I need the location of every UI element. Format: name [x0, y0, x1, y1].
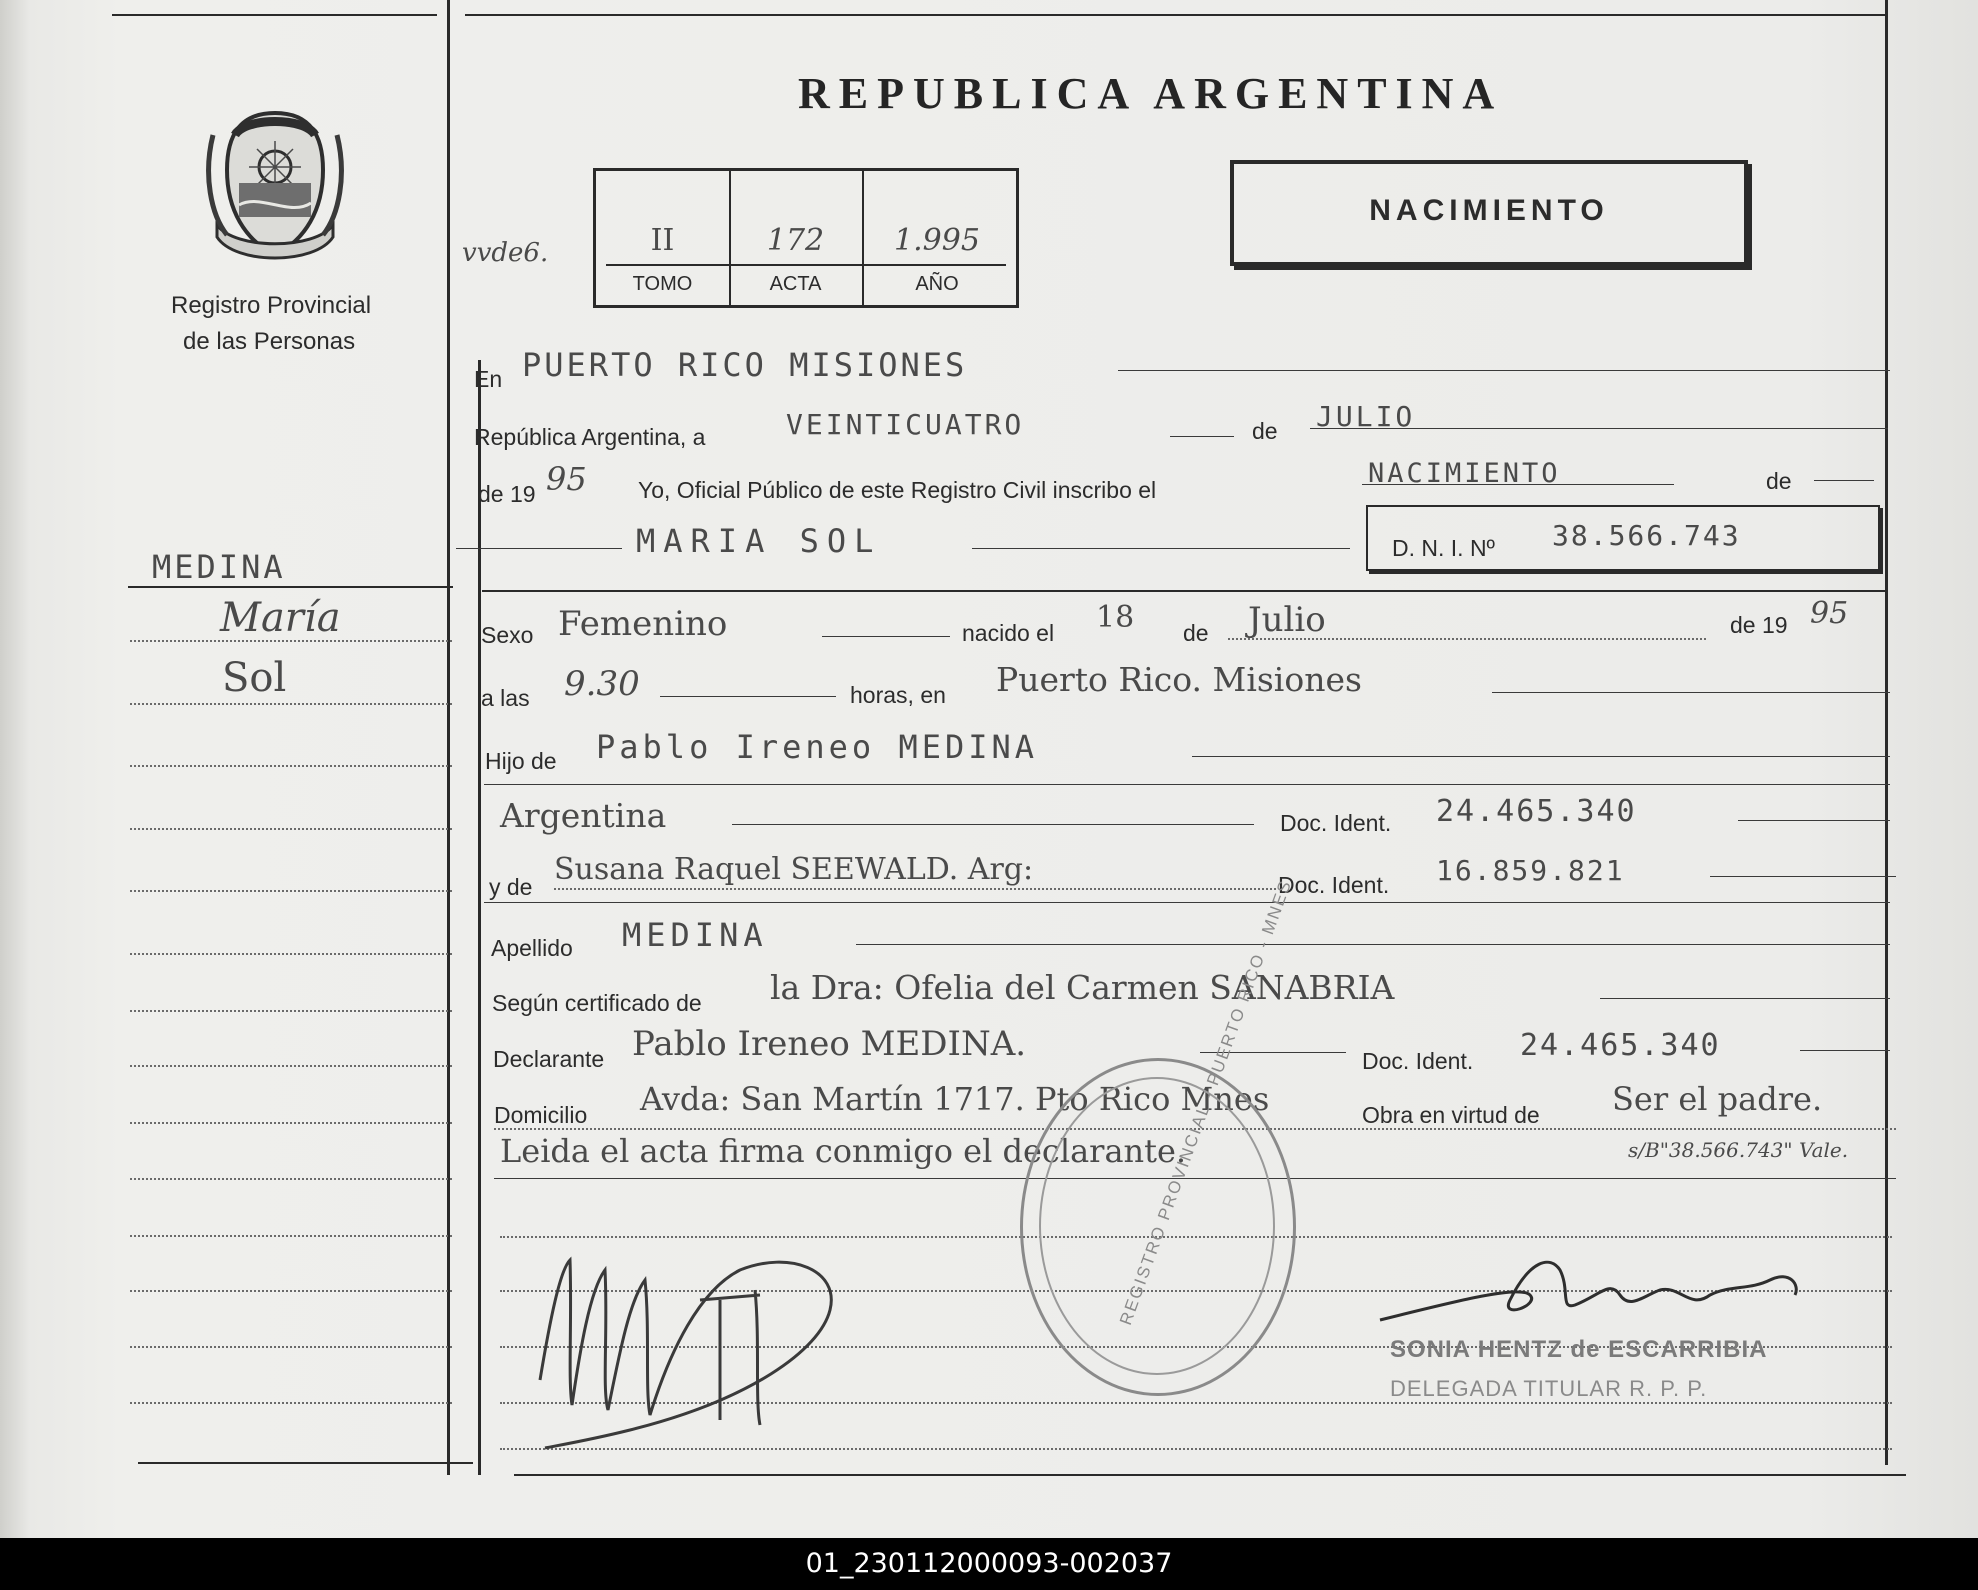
de-line — [1814, 480, 1874, 481]
acta-label: ACTA — [769, 273, 822, 295]
mother-line-2 — [484, 902, 1890, 903]
doc-label: Doc. Ident. — [1280, 810, 1392, 836]
day-words-value: VEINTICUATRO — [786, 408, 1025, 441]
declarant-value: Pablo Ireneo MEDINA. — [632, 1024, 1027, 1064]
tomo-value: II — [650, 223, 675, 258]
birth-day-value: 18 — [1096, 600, 1135, 635]
margin-note: vvde6. — [462, 238, 549, 268]
sidebar-dotted-line — [130, 1010, 452, 1012]
seal-text: REGISTRO PROVINCIAL - PUERTO RICO - MNES — [1115, 876, 1296, 1328]
father-line-2 — [484, 784, 1890, 785]
birth-place-value: Puerto Rico. Misiones — [996, 660, 1362, 699]
mother-doc-value: 16.859.821 — [1436, 854, 1625, 887]
sidebar-dotted-line — [130, 953, 452, 955]
record-type-title: NACIMIENTO — [1369, 194, 1609, 227]
acta-value: 172 — [766, 223, 825, 258]
sidebar-given-name-2: Sol — [222, 655, 287, 701]
name-line-right — [972, 548, 1350, 549]
sexo-line — [822, 636, 950, 637]
father-doc-value: 24.465.340 — [1436, 794, 1637, 829]
en-label: En — [474, 366, 503, 392]
sidebar-dotted-line — [130, 1402, 452, 1404]
child-name-value: MARIA SOL — [636, 522, 882, 560]
day-line — [1170, 436, 1234, 437]
segun-label: Según certificado de — [492, 990, 702, 1016]
top-rule-left — [112, 14, 437, 16]
sidebar-dotted-line — [130, 765, 452, 767]
address-value: Avda: San Martín 1717. Pto Rico Mnes — [640, 1080, 1270, 1118]
sidebar-dotted-line — [130, 703, 452, 705]
month-line — [1310, 428, 1888, 429]
correction-note: s/B"38.566.743" Vale. — [1628, 1138, 1849, 1162]
declarant-doc-value: 24.465.340 — [1520, 1028, 1721, 1063]
sidebar-surname: MEDINA — [152, 548, 286, 586]
sidebar-dotted-line — [130, 1290, 452, 1292]
ano-value: 1.995 — [894, 223, 980, 258]
apellido-line — [856, 944, 1890, 945]
certifier-line — [1600, 998, 1890, 999]
official-title-stamp: DELEGADA TITULAR R. P. P. — [1390, 1376, 1708, 1401]
official-signature — [1370, 1240, 1810, 1340]
declarant-signature — [510, 1230, 870, 1460]
form-left-border — [478, 360, 481, 1475]
year-label: de 19 — [478, 481, 536, 507]
registry-name-line1: Registro Provincial — [171, 292, 372, 319]
sidebar-dotted-line — [130, 890, 452, 892]
declarant-doc-line — [1800, 1050, 1890, 1051]
dni-box — [1366, 505, 1880, 571]
sidebar-given-name-1: María — [220, 595, 341, 641]
obra-value: Ser el padre. — [1612, 1080, 1823, 1118]
sidebar-dotted-line — [130, 828, 452, 830]
oficial-text: Yo, Oficial Público de este Registro Civil inscribo el — [638, 477, 1157, 503]
sidebar-dotted-line — [130, 1122, 452, 1124]
column-divider — [447, 0, 450, 1475]
country-title: REPUBLICA ARGENTINA — [798, 69, 1504, 118]
sidebar-dotted-line — [130, 1346, 452, 1348]
sexo-value: Femenino — [558, 604, 728, 644]
top-rule-right — [465, 14, 1885, 16]
apellido-value: MEDINA — [622, 916, 768, 954]
certifier-value: la Dra: Ofelia del Carmen SANABRIA — [770, 968, 1395, 1007]
sidebar-dotted-line — [130, 1065, 452, 1067]
sexo-label: Sexo — [481, 622, 534, 648]
father-line — [1192, 756, 1890, 757]
domicilio-label: Domicilio — [494, 1102, 588, 1128]
place-line — [1118, 370, 1890, 371]
sidebar-dotted-line — [130, 1178, 452, 1180]
record-number-box — [593, 168, 1019, 308]
apellido-label: Apellido — [491, 935, 573, 961]
act-type-line — [1362, 484, 1674, 485]
dni-label: D. N. I. Nº — [1392, 535, 1495, 561]
doc-label-2: Doc. Ident. — [1278, 872, 1390, 898]
sidebar-dotted-line — [130, 1235, 452, 1237]
sidebar-rule — [128, 586, 453, 588]
name-line-left — [456, 548, 622, 549]
form-bottom-rule — [514, 1474, 1906, 1476]
image-caption: 01_230112000093-002037 — [0, 1538, 1978, 1590]
de-label-3: de — [1183, 620, 1209, 646]
birth-place-line — [1492, 692, 1890, 693]
birth-month-line — [1228, 638, 1706, 640]
ano-label: AÑO — [915, 273, 959, 295]
nacido-label: nacido el — [962, 620, 1055, 646]
birth-year-label: de 19 — [1730, 612, 1788, 638]
place-value: PUERTO RICO MISIONES — [522, 346, 968, 384]
birth-year-value: 95 — [1810, 596, 1849, 631]
registry-name-line2: de las Personas — [183, 328, 356, 355]
declarante-label: Declarante — [493, 1046, 605, 1072]
de-label-2: de — [1766, 468, 1792, 494]
obra-label: Obra en virtud de — [1362, 1102, 1540, 1128]
hour-value: 9.30 — [564, 664, 640, 704]
registry-oval-seal — [1020, 876, 1296, 1396]
birth-month-value: Julio — [1248, 600, 1326, 640]
dni-value: 38.566.743 — [1552, 519, 1741, 552]
father-nat-line — [732, 824, 1254, 825]
father-nationality-value: Argentina — [500, 796, 667, 835]
record-type-box — [1230, 160, 1748, 266]
year-value: 95 — [546, 460, 587, 498]
official-name-stamp: SONIA HENTZ de ESCARRIBIA — [1390, 1336, 1768, 1363]
closing-text: Leida el acta firma conmigo el declarante. — [500, 1132, 1187, 1170]
month-value: JULIO — [1316, 400, 1416, 433]
yde-label: y de — [489, 874, 533, 900]
horas-label: horas, en — [850, 682, 946, 708]
alas-label: a las — [481, 685, 530, 711]
misiones-coat-of-arms-icon — [205, 105, 345, 270]
header-separator-rule — [482, 590, 1887, 592]
father-doc-line — [1738, 820, 1890, 821]
form-right-border — [1885, 0, 1888, 1465]
hour-line — [660, 696, 836, 697]
mother-name-value: Susana Raquel SEEWALD. Arg: — [554, 852, 1034, 887]
doc-label-3: Doc. Ident. — [1362, 1048, 1474, 1074]
sidebar-dotted-line — [130, 640, 452, 642]
box-label-rule — [606, 264, 1006, 266]
tomo-label: TOMO — [632, 273, 693, 295]
de-label: de — [1252, 418, 1278, 444]
act-type-value: NACIMIENTO — [1368, 458, 1561, 489]
father-name-value: Pablo Ireneo MEDINA — [596, 728, 1039, 766]
hijo-label: Hijo de — [485, 748, 557, 774]
republica-label: República Argentina, a — [474, 424, 706, 450]
mother-doc-line — [1710, 876, 1896, 877]
mother-line — [554, 888, 1276, 890]
sidebar-bottom-rule — [138, 1462, 473, 1464]
